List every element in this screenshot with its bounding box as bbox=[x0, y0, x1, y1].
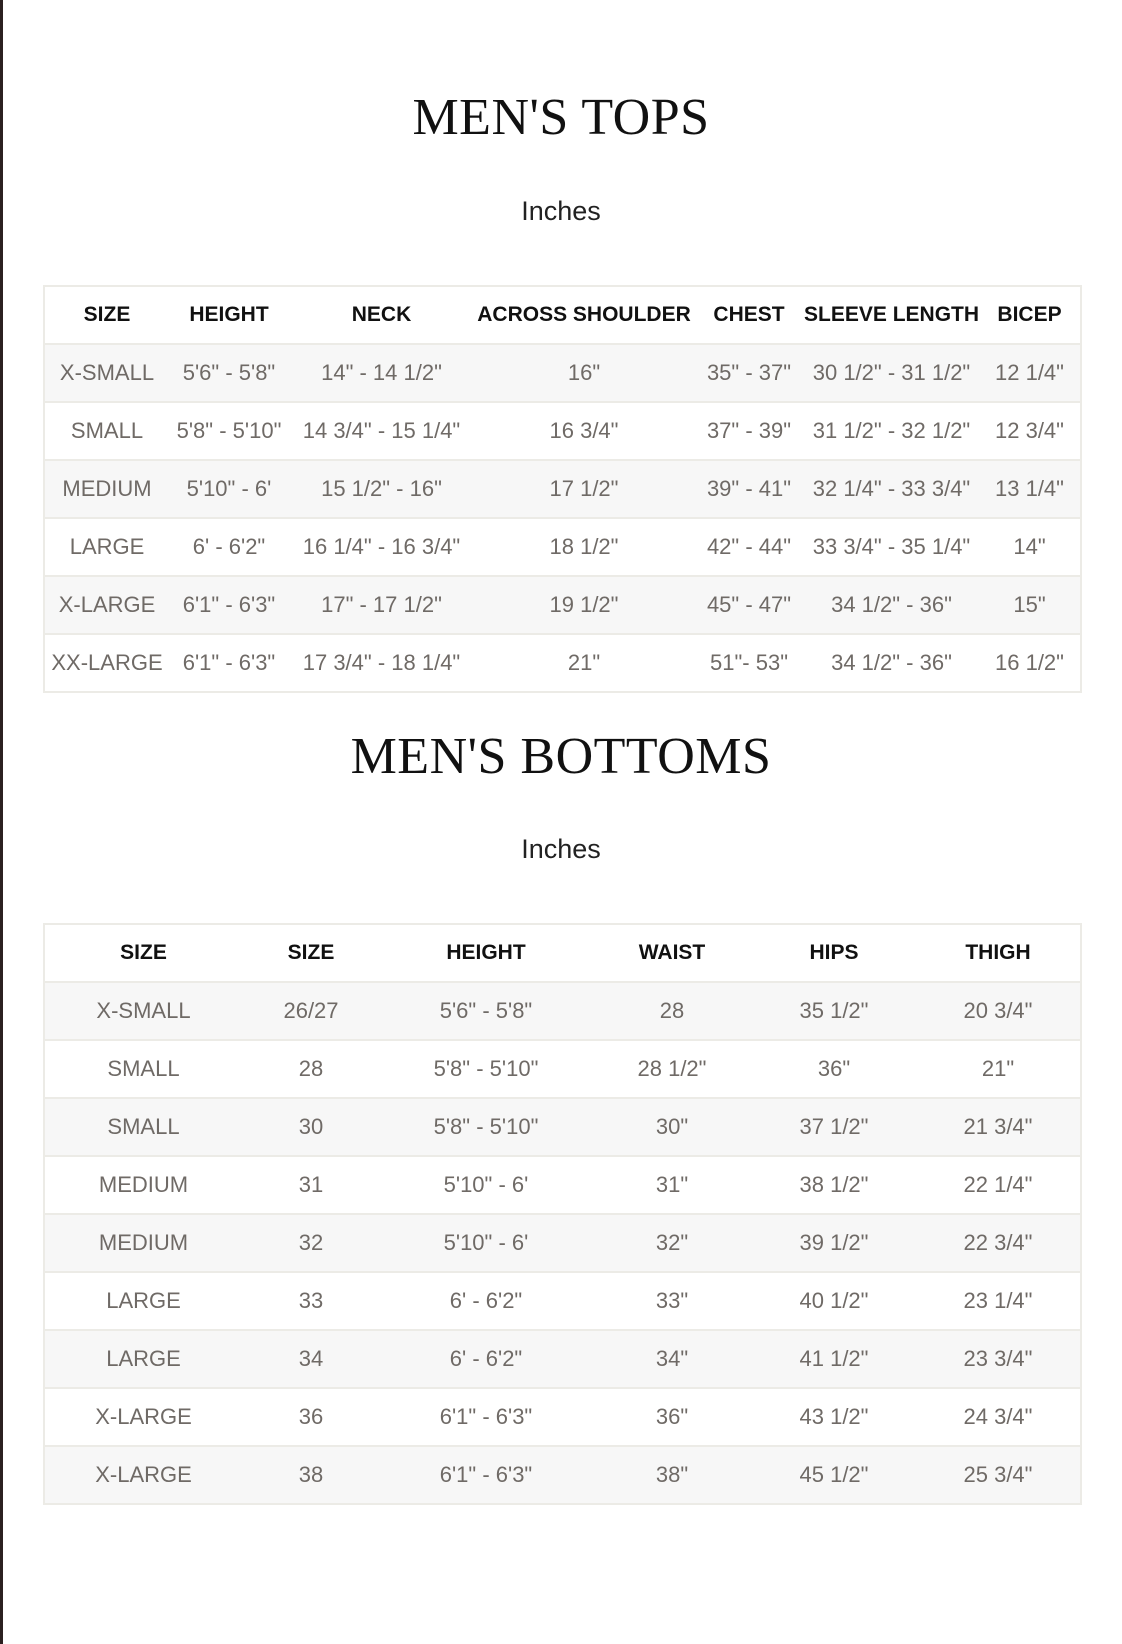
tops-cell-size: XX-LARGE bbox=[44, 634, 169, 692]
bottoms-header-waist: WAIST bbox=[592, 924, 752, 982]
tops-header-size: SIZE bbox=[44, 286, 169, 344]
tops-cell-across-shoulder: 18 1/2" bbox=[474, 518, 694, 576]
tops-cell-height: 5'8" - 5'10" bbox=[169, 402, 289, 460]
tops-cell-size: X-SMALL bbox=[44, 344, 169, 402]
bottoms-cell-hips: 45 1/2" bbox=[752, 1446, 916, 1504]
tops-cell-sleeve-length: 33 3/4" - 35 1/4" bbox=[804, 518, 979, 576]
bottoms-cell-hips: 36" bbox=[752, 1040, 916, 1098]
tops-unit-label: Inches bbox=[521, 196, 601, 226]
bottoms-cell-height: 5'10" - 6' bbox=[380, 1214, 592, 1272]
bottoms-cell-size-label: X-LARGE bbox=[44, 1388, 242, 1446]
tops-cell-sleeve-length: 34 1/2" - 36" bbox=[804, 634, 979, 692]
bottoms-cell-height: 6'1" - 6'3" bbox=[380, 1388, 592, 1446]
bottoms-cell-waist: 36" bbox=[592, 1388, 752, 1446]
bottoms-cell-height: 5'6" - 5'8" bbox=[380, 982, 592, 1040]
tops-cell-neck: 14" - 14 1/2" bbox=[289, 344, 474, 402]
bottoms-cell-size-label: MEDIUM bbox=[44, 1156, 242, 1214]
bottoms-cell-hips: 37 1/2" bbox=[752, 1098, 916, 1156]
bottoms-cell-waist: 32" bbox=[592, 1214, 752, 1272]
tops-cell-sleeve-length: 34 1/2" - 36" bbox=[804, 576, 979, 634]
bottoms-cell-height: 5'8" - 5'10" bbox=[380, 1040, 592, 1098]
tops-title: MEN'S TOPS bbox=[412, 89, 710, 146]
tops-cell-chest: 45" - 47" bbox=[694, 576, 804, 634]
bottoms-cell-size-number: 30 bbox=[242, 1098, 380, 1156]
tops-cell-chest: 35" - 37" bbox=[694, 344, 804, 402]
tops-cell-bicep: 12 1/4" bbox=[979, 344, 1081, 402]
bottoms-cell-size-label: MEDIUM bbox=[44, 1214, 242, 1272]
tops-cell-bicep: 13 1/4" bbox=[979, 460, 1081, 518]
bottoms-cell-thigh: 23 1/4" bbox=[916, 1272, 1081, 1330]
bottoms-cell-size-number: 32 bbox=[242, 1214, 380, 1272]
tops-header-neck: NECK bbox=[289, 286, 474, 344]
tops-cell-bicep: 12 3/4" bbox=[979, 402, 1081, 460]
bottoms-header-row bbox=[44, 924, 1081, 982]
bottoms-title: MEN'S BOTTOMS bbox=[350, 728, 772, 785]
tops-table-row bbox=[44, 344, 1081, 402]
tops-cell-bicep: 15" bbox=[979, 576, 1081, 634]
tops-cell-neck: 17" - 17 1/2" bbox=[289, 576, 474, 634]
tops-cell-neck: 14 3/4" - 15 1/4" bbox=[289, 402, 474, 460]
tops-header-height: HEIGHT bbox=[169, 286, 289, 344]
bottoms-cell-thigh: 22 3/4" bbox=[916, 1214, 1081, 1272]
bottoms-cell-size-label: X-SMALL bbox=[44, 982, 242, 1040]
bottoms-cell-size-number: 36 bbox=[242, 1388, 380, 1446]
tops-cell-height: 6'1" - 6'3" bbox=[169, 634, 289, 692]
bottoms-cell-hips: 40 1/2" bbox=[752, 1272, 916, 1330]
bottoms-cell-size-number: 33 bbox=[242, 1272, 380, 1330]
bottoms-cell-waist: 28 1/2" bbox=[592, 1040, 752, 1098]
tops-cell-size: MEDIUM bbox=[44, 460, 169, 518]
tops-cell-chest: 51"- 53" bbox=[694, 634, 804, 692]
bottoms-cell-thigh: 24 3/4" bbox=[916, 1388, 1081, 1446]
tops-header-sleeve-length: SLEEVE LENGTH bbox=[804, 286, 979, 344]
bottoms-cell-waist: 34" bbox=[592, 1330, 752, 1388]
tops-cell-across-shoulder: 21" bbox=[474, 634, 694, 692]
bottoms-header-thigh: THIGH bbox=[916, 924, 1081, 982]
bottoms-cell-thigh: 22 1/4" bbox=[916, 1156, 1081, 1214]
tops-cell-neck: 16 1/4" - 16 3/4" bbox=[289, 518, 474, 576]
bottoms-cell-hips: 41 1/2" bbox=[752, 1330, 916, 1388]
bottoms-cell-size-label: X-LARGE bbox=[44, 1446, 242, 1504]
bottoms-cell-size-label: SMALL bbox=[44, 1098, 242, 1156]
tops-cell-bicep: 16 1/2" bbox=[979, 634, 1081, 692]
bottoms-header-size-number: SIZE bbox=[242, 924, 380, 982]
bottoms-header-height: HEIGHT bbox=[380, 924, 592, 982]
bottoms-table-row bbox=[44, 1156, 1081, 1214]
bottoms-table-row bbox=[44, 1446, 1081, 1504]
bottoms-cell-height: 6' - 6'2" bbox=[380, 1330, 592, 1388]
bottoms-table-row bbox=[44, 1272, 1081, 1330]
bottoms-table-body bbox=[44, 982, 1081, 1504]
bottoms-cell-waist: 38" bbox=[592, 1446, 752, 1504]
bottoms-table-row bbox=[44, 1214, 1081, 1272]
tops-cell-sleeve-length: 32 1/4" - 33 3/4" bbox=[804, 460, 979, 518]
tops-header-bicep: BICEP bbox=[979, 286, 1081, 344]
tops-cell-neck: 17 3/4" - 18 1/4" bbox=[289, 634, 474, 692]
tops-cell-height: 5'10" - 6' bbox=[169, 460, 289, 518]
tops-cell-size: SMALL bbox=[44, 402, 169, 460]
tops-cell-sleeve-length: 31 1/2" - 32 1/2" bbox=[804, 402, 979, 460]
bottoms-cell-thigh: 20 3/4" bbox=[916, 982, 1081, 1040]
bottoms-cell-height: 5'10" - 6' bbox=[380, 1156, 592, 1214]
bottoms-cell-size-label: LARGE bbox=[44, 1330, 242, 1388]
bottoms-table-row bbox=[44, 1388, 1081, 1446]
page-left-edge bbox=[0, 0, 3, 1644]
tops-cell-chest: 42" - 44" bbox=[694, 518, 804, 576]
tops-table-row bbox=[44, 576, 1081, 634]
bottoms-unit-label: Inches bbox=[521, 834, 601, 864]
bottoms-cell-thigh: 25 3/4" bbox=[916, 1446, 1081, 1504]
bottoms-header-size-label: SIZE bbox=[44, 924, 242, 982]
tops-table-row bbox=[44, 518, 1081, 576]
tops-cell-size: LARGE bbox=[44, 518, 169, 576]
tops-cell-height: 6' - 6'2" bbox=[169, 518, 289, 576]
bottoms-cell-waist: 30" bbox=[592, 1098, 752, 1156]
tops-table-body bbox=[44, 344, 1081, 692]
tops-cell-sleeve-length: 30 1/2" - 31 1/2" bbox=[804, 344, 979, 402]
bottoms-cell-waist: 33" bbox=[592, 1272, 752, 1330]
bottoms-cell-hips: 43 1/2" bbox=[752, 1388, 916, 1446]
bottoms-cell-size-number: 26/27 bbox=[242, 982, 380, 1040]
bottoms-table-row bbox=[44, 1040, 1081, 1098]
bottoms-cell-size-number: 31 bbox=[242, 1156, 380, 1214]
bottoms-cell-size-number: 38 bbox=[242, 1446, 380, 1504]
bottoms-cell-thigh: 21" bbox=[916, 1040, 1081, 1098]
bottoms-cell-size-label: SMALL bbox=[44, 1040, 242, 1098]
tops-cell-across-shoulder: 16" bbox=[474, 344, 694, 402]
bottoms-table-row bbox=[44, 1330, 1081, 1388]
bottoms-cell-hips: 35 1/2" bbox=[752, 982, 916, 1040]
tops-table-row bbox=[44, 460, 1081, 518]
tops-table-row bbox=[44, 402, 1081, 460]
bottoms-table-row bbox=[44, 1098, 1081, 1156]
tops-cell-height: 6'1" - 6'3" bbox=[169, 576, 289, 634]
bottoms-cell-height: 5'8" - 5'10" bbox=[380, 1098, 592, 1156]
tops-size-table bbox=[43, 285, 1082, 693]
tops-cell-bicep: 14" bbox=[979, 518, 1081, 576]
tops-cell-height: 5'6" - 5'8" bbox=[169, 344, 289, 402]
tops-cell-chest: 39" - 41" bbox=[694, 460, 804, 518]
bottoms-cell-size-number: 34 bbox=[242, 1330, 380, 1388]
tops-cell-chest: 37" - 39" bbox=[694, 402, 804, 460]
tops-header-across-shoulder: ACROSS SHOULDER bbox=[474, 286, 694, 344]
bottoms-cell-thigh: 23 3/4" bbox=[916, 1330, 1081, 1388]
tops-cell-across-shoulder: 19 1/2" bbox=[474, 576, 694, 634]
tops-cell-size: X-LARGE bbox=[44, 576, 169, 634]
bottoms-cell-waist: 28 bbox=[592, 982, 752, 1040]
bottoms-size-table bbox=[43, 923, 1082, 1505]
bottoms-cell-size-label: LARGE bbox=[44, 1272, 242, 1330]
bottoms-cell-size-number: 28 bbox=[242, 1040, 380, 1098]
bottoms-cell-hips: 38 1/2" bbox=[752, 1156, 916, 1214]
bottoms-cell-height: 6'1" - 6'3" bbox=[380, 1446, 592, 1504]
bottoms-cell-height: 6' - 6'2" bbox=[380, 1272, 592, 1330]
tops-header-row bbox=[44, 286, 1081, 344]
bottoms-cell-thigh: 21 3/4" bbox=[916, 1098, 1081, 1156]
bottoms-cell-waist: 31" bbox=[592, 1156, 752, 1214]
bottoms-header-hips: HIPS bbox=[752, 924, 916, 982]
tops-cell-across-shoulder: 16 3/4" bbox=[474, 402, 694, 460]
tops-cell-neck: 15 1/2" - 16" bbox=[289, 460, 474, 518]
tops-header-chest: CHEST bbox=[694, 286, 804, 344]
bottoms-table-row bbox=[44, 982, 1081, 1040]
tops-table-row bbox=[44, 634, 1081, 692]
tops-cell-across-shoulder: 17 1/2" bbox=[474, 460, 694, 518]
bottoms-cell-hips: 39 1/2" bbox=[752, 1214, 916, 1272]
